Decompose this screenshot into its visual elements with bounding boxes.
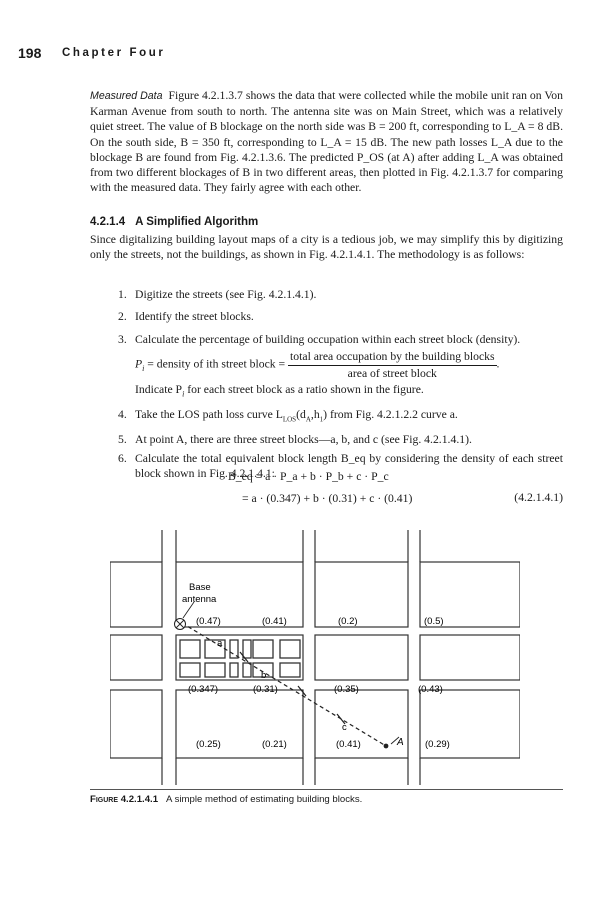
paragraph-lead: Measured Data [90, 90, 163, 102]
density-label: (0.35) [334, 684, 359, 695]
point-a-label: A [397, 737, 404, 748]
density-label: (0.2) [338, 616, 358, 627]
equation-number: (4.2.1.4.1) [514, 491, 563, 504]
density-label: (0.5) [424, 616, 444, 627]
section-heading [90, 216, 258, 228]
page-number: 198 [18, 45, 42, 61]
density-label: (0.29) [425, 739, 450, 750]
measured-data-paragraph [90, 88, 563, 195]
list-item: 4. Take the LOS path loss curve $L_{LOS}(d_A,h_1)$ from Fig. 4.2.1.2.2 curve a. [118, 407, 458, 424]
list-item: 1. Digitize the streets (see Fig. 4.2.1.4.1). [118, 288, 317, 301]
base-label: Base [189, 582, 211, 593]
density-label: (0.25) [196, 739, 221, 750]
street-block [315, 635, 408, 680]
segment-c-label: c [342, 722, 347, 733]
block-edge [110, 635, 162, 680]
chapter-title: Chapter Four [62, 47, 166, 59]
indicate-line: Indicate $P_i$ for each street block as a ratio shown in the figure. [135, 383, 424, 399]
antenna-label: antenna [182, 594, 217, 605]
block-edge [110, 690, 162, 758]
list-item: 3. Calculate the percentage of building occupation within each street block (density). [118, 332, 521, 346]
caption-rule [90, 789, 563, 790]
caption-label: Figure 4.2.1.4.1 [90, 794, 159, 805]
figure-caption [90, 794, 362, 805]
street-block [315, 690, 408, 758]
section-intro: Since digitalizing building layout maps of a city is a tedious job, we may simplify this by digitizing only the streets, not the buildings, as shown in Fig. 4.2.1.4.1. The methodology is as follows: [90, 233, 563, 262]
density-label: (0.31) [253, 684, 278, 695]
segment-b-label: b [261, 670, 267, 681]
equation-line-2: = a · (0.347) + b · (0.31) + c · (0.41) [242, 492, 413, 505]
list-item: 2. Identify the street blocks. [118, 310, 254, 324]
density-label: (0.47) [196, 616, 221, 627]
density-label: (0.41) [262, 616, 287, 627]
street-block-figure [110, 530, 520, 785]
paragraph-text: Figure 4.2.1.3.7 shows the data that were collected while the mobile unit ran on Von Karman Avenue from south to north. The antenna site was on Main Street, which was a relatively quiet street. The value of B blockage on the north side was B = 200 ft, corresponding to L_A = 8 dB. On the south side, B = 350 ft, corresponding to L_A = 15 dB. The new path losses L_A due to the blockage B are found from Fig. 4.2.1.3.6. The predicted P_OS (at A) after adding L_A was obtained from two different blockages of B in two different areas, then plotted in Fig. 4.2.1.3.7 for comparing with the measured data. They fairly agree with each other. [90, 89, 563, 195]
density-fraction: $\frac{\text{total area occupation by the building blocks}}{\text{area of street block}}$ [290, 350, 495, 380]
point-a-dot [384, 744, 389, 749]
caption-text: A simple method of estimating building blocks. [166, 794, 363, 805]
street-block [420, 635, 520, 680]
method-steps [118, 287, 563, 482]
street-block [315, 562, 408, 627]
density-formula: $P_i$ = density of ith street block = $\frac{\text{total area occupation by the building blocks}}{\text{area of street block}}$ . [135, 350, 500, 380]
equation-line-1: B_eq = a · P_a + b · P_b + c · P_c [228, 470, 389, 483]
segment-a-label: a [217, 638, 223, 649]
building-footprints [180, 640, 300, 677]
density-label: (0.41) [336, 739, 361, 750]
section-number: 4.2.1.4 [90, 216, 126, 228]
density-label: (0.347) [188, 684, 219, 695]
block-edge [110, 562, 162, 627]
density-label: (0.43) [418, 684, 443, 695]
list-item: 5. At point A, there are three street blocks—a, b, and c (see Fig. 4.2.1.4.1). [118, 432, 472, 446]
list-item: 6. Calculate the total equivalent block length B_eq by considering the density of each street block shown in Fig. 4.2.1.4.1: [118, 451, 563, 481]
section-title: A Simplified Algorithm [135, 216, 259, 228]
density-label: (0.21) [262, 739, 287, 750]
